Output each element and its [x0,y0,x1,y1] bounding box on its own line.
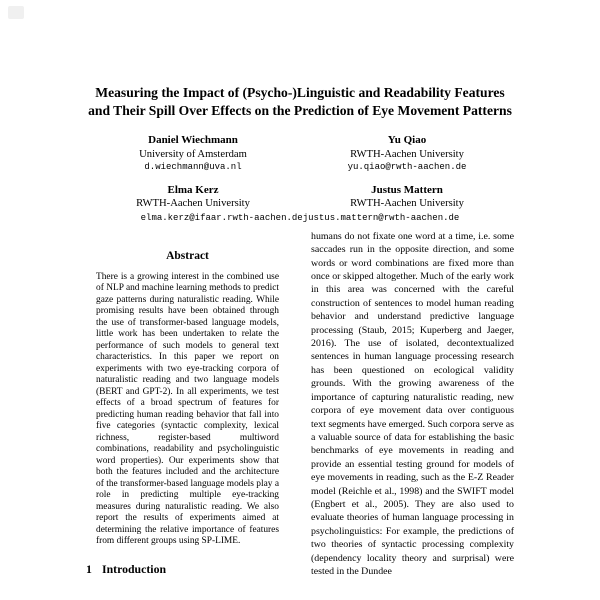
author-name: Justus Mattern [371,183,443,196]
abstract-heading: Abstract [166,249,209,262]
author-name: Yu Qiao [387,134,427,147]
author-emails-row-2 [86,212,514,224]
author-name: Daniel Wiechmann [148,134,238,147]
author-affiliation: RWTH-Aachen University [350,197,464,209]
author-email: d.wiechmann@uva.nl [144,162,242,173]
authors-row-1 [86,133,514,173]
author-block [300,133,514,173]
author-section [86,133,514,223]
section-number: 1 [86,561,92,576]
author-name: Elma Kerz [167,183,219,196]
author-affiliation: RWTH-Aachen University [350,148,464,160]
abstract-text: There is a growing interest in the combined use of NLP and machine learning methods to predict gaze patterns during naturalistic reading. While promising results have been obtained through the use of transformer-based language models, little work has been undertaken to relate the performance of such models to general text characteristics. In this paper we report on experiments with two eye-tracking corpora of naturalistic reading and two language models (BERT and GPT-2). In all experiments, we test effects of a broad spectrum of features for predicting human reading behavior that fall into five categories (syntactic complexity, lexical richness, register-based multiword combinations, readability and psycholinguistic word properties). Our experiments show that both the features included and the architecture of the transformer-based language models play a role in predicting multiple eye-tracking measures during naturalistic reading. We also report the results of experiments aimed at determining the relative importance of features from different groups using SP-LIME. [96,271,279,547]
author-email: elma.kerz@ifaar.rwth-aachen.de [140,212,303,223]
author-block [300,183,514,211]
author-affiliation: RWTH-Aachen University [136,197,250,209]
right-column [311,230,514,579]
left-column [86,230,289,579]
two-column-body [86,230,514,579]
authors-row-2 [86,183,514,211]
author-block [86,133,300,173]
body-paragraph: humans do not fixate one word at a time, i.e. some saccades run in the opposite direction, and some words or word combinations are fixed more than once or skipped altogether. Much of the early work in this area was concerned with the careful construction of sentences to model human reading behavior and understand predictive language processing (Staub, 2015; Kuperberg and Jaeger, 2016). The use of isolated, decontextualized sentences in human language processing research has been questioned on ecological validity grounds. With the growing awareness of the importance of capturing naturalistic reading, new corpora of eye movement data over contiguous text segments have emerged. Such corpora serve as a valuable source of data for establishing the basic benchmarks of eye movements in reading and provide an essential testing ground for models of eye movements in reading, such as the E-Z Reader model (Reichle et al., 1998) and the SWIFT model (Engbert et al., 2005). They are also used to evaluate theories of human language processing in psycholinguistics: For example, the predictions of two theories of syntactic processing complexity (dependency locality theory and surprisal) were tested in the Dundee [311,230,514,577]
author-email: yu.qiao@rwth-aachen.de [347,162,467,173]
section-title: Introduction [102,561,167,576]
author-block [86,183,300,211]
page-watermark [8,6,24,19]
section-heading-introduction [86,562,289,577]
page-title: Measuring the Impact of (Psycho-)Linguistic and Readability Features and Their Spill Over Effects on the Prediction of Eye Movement Patterns [88,85,512,119]
author-affiliation: University of Amsterdam [139,148,247,160]
author-email: justus.mattern@rwth-aachen.de [302,212,460,223]
